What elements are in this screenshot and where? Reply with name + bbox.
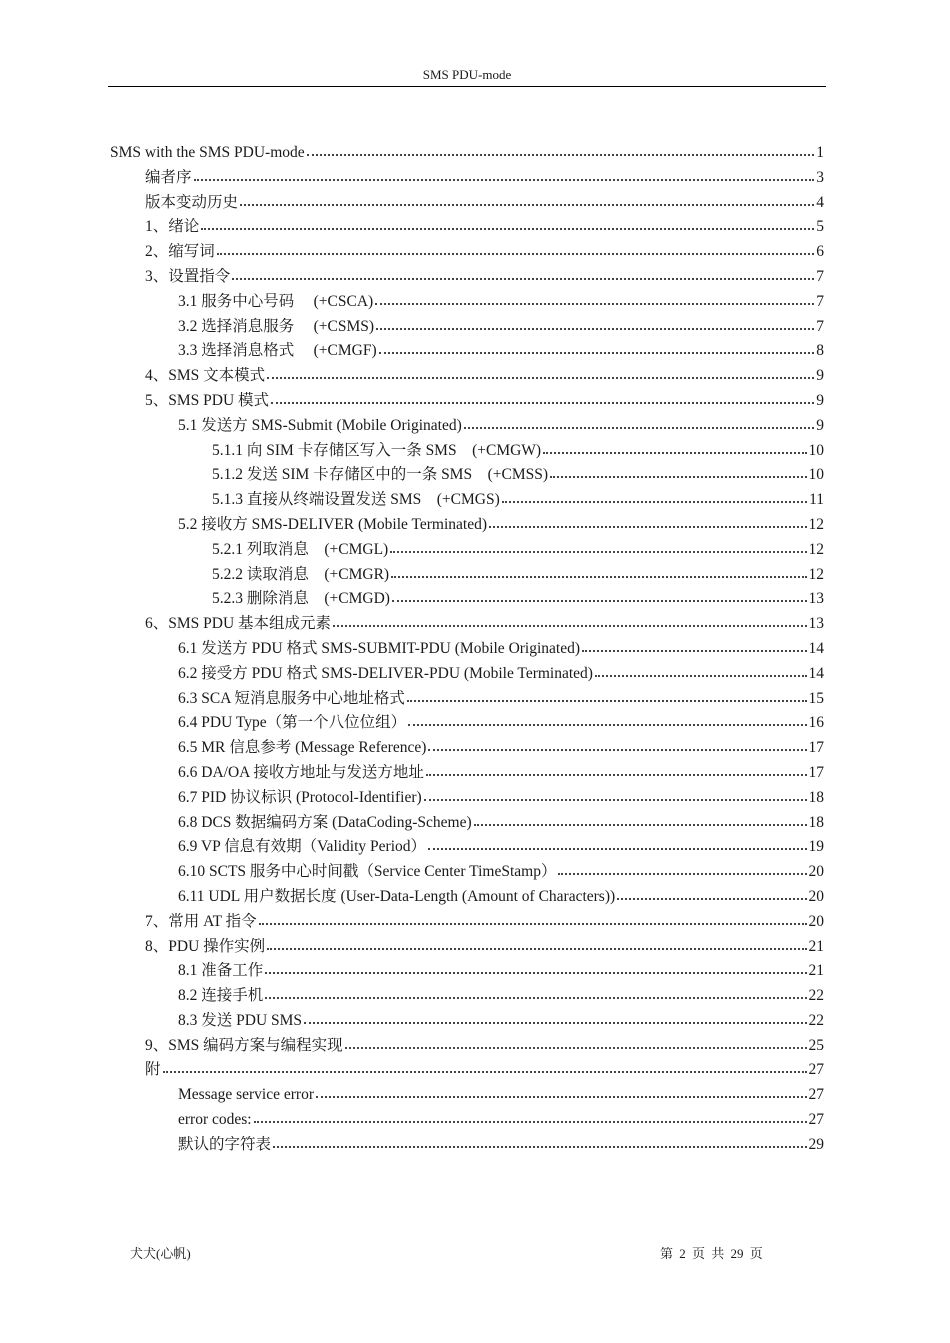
toc-entry[interactable] (110, 538, 824, 563)
toc-entry-title: 6、SMS PDU 基本组成元素 (145, 615, 332, 633)
toc-entry-page-number: 3 (816, 168, 824, 186)
toc-entry-title: 6.1 发送方 PDU 格式 SMS-SUBMIT-PDU (Mobile Originated) (178, 639, 581, 657)
toc-entry-page-number: 20 (808, 887, 824, 905)
toc-entry[interactable] (110, 811, 824, 836)
toc-dot-leader (345, 1036, 807, 1050)
toc-entry-title: 6.8 DCS 数据编码方案 (DataCoding-Scheme) (178, 813, 472, 831)
toc-entry-title: 6.3 SCA 短消息服务中心地址格式 (178, 689, 405, 707)
toc-entry[interactable] (110, 885, 824, 910)
toc-entry-title: 4、SMS 文本模式 (145, 367, 266, 385)
toc-entry-page-number: 12 (808, 515, 824, 533)
toc-entry-title: 8.1 准备工作 (178, 962, 264, 980)
toc-entry[interactable] (110, 563, 824, 588)
toc-dot-leader (392, 589, 807, 603)
toc-entry-page-number: 21 (808, 962, 824, 980)
toc-entry-title: 9、SMS 编码方案与编程实现 (145, 1036, 343, 1054)
toc-entry[interactable] (110, 637, 824, 662)
toc-entry[interactable] (110, 1058, 824, 1083)
toc-dot-leader (489, 515, 806, 529)
toc-entry-title: 6.9 VP 信息有效期（Validity Period） (178, 838, 427, 856)
toc-entry-title: 5.1.2 发送 SIM 卡存储区中的一条 SMS (+CMSS) (212, 466, 549, 484)
toc-dot-leader (333, 614, 806, 628)
toc-entry-page-number: 6 (816, 243, 824, 261)
toc-entry[interactable] (110, 315, 824, 340)
toc-dot-leader (375, 292, 814, 306)
toc-entry[interactable] (110, 240, 824, 265)
toc-entry-title: 3、设置指令 (145, 267, 231, 285)
toc-entry-title: 6.5 MR 信息参考 (Message Reference) (178, 739, 427, 757)
toc-dot-leader (217, 242, 814, 256)
toc-entry[interactable] (110, 786, 824, 811)
toc-entry-page-number: 15 (808, 689, 824, 707)
toc-entry-page-number: 12 (808, 540, 824, 558)
toc-entry[interactable] (110, 191, 824, 216)
toc-entry[interactable] (110, 860, 824, 885)
toc-entry-page-number: 19 (808, 838, 824, 856)
toc-entry-title: 6.2 接受方 PDU 格式 SMS-DELIVER-PDU (Mobile Terminated) (178, 664, 593, 682)
toc-entry-title: 5.2.3 删除消息 (+CMGD) (212, 590, 390, 608)
toc-dot-leader (391, 565, 806, 579)
toc-dot-leader (232, 267, 814, 281)
toc-entry[interactable] (110, 959, 824, 984)
toc-entry-title: 8、PDU 操作实例 (145, 937, 266, 955)
toc-entry-page-number: 27 (808, 1111, 824, 1129)
toc-entry[interactable] (110, 389, 824, 414)
toc-entry[interactable] (110, 215, 824, 240)
toc-entry[interactable] (110, 166, 824, 191)
toc-entry-title: 5.1.3 直接从终端设置发送 SMS (+CMGS) (212, 491, 500, 509)
toc-entry[interactable] (110, 1034, 824, 1059)
toc-entry-page-number: 20 (808, 912, 824, 930)
toc-entry[interactable] (110, 364, 824, 389)
toc-dot-leader (201, 217, 814, 231)
toc-entry-page-number: 7 (816, 267, 824, 285)
toc-entry-title: 版本变动历史 (145, 193, 239, 211)
toc-entry-title: SMS with the SMS PDU-mode (110, 144, 305, 161)
toc-dot-leader (254, 1110, 807, 1124)
toc-dot-leader (379, 341, 815, 355)
toc-dot-leader (259, 912, 807, 926)
toc-entry[interactable] (110, 414, 824, 439)
toc-dot-leader (267, 937, 806, 951)
toc-dot-leader (265, 986, 806, 1000)
toc-entry-title: 6.6 DA/OA 接收方地址与发送方地址 (178, 763, 424, 781)
toc-entry[interactable] (110, 662, 824, 687)
toc-entry-page-number: 21 (808, 937, 824, 955)
toc-entry[interactable] (110, 1133, 824, 1158)
toc-entry[interactable] (110, 339, 824, 364)
toc-entry[interactable] (110, 835, 824, 860)
toc-entry-title: 5.1.1 向 SIM 卡存储区写入一条 SMS (+CMGW) (212, 441, 542, 459)
toc-dot-leader (163, 1060, 807, 1074)
toc-entry-title: 6.7 PID 协议标识 (Protocol-Identifier) (178, 788, 422, 806)
footer-author: 犬犬(心帆) (130, 1246, 191, 1261)
toc-entry[interactable] (110, 910, 824, 935)
toc-dot-leader (595, 664, 807, 678)
toc-entry[interactable] (110, 1108, 824, 1133)
toc-dot-leader (316, 1085, 807, 1099)
toc-entry-page-number: 4 (816, 193, 824, 211)
header-title: SMS PDU-mode (422, 67, 512, 82)
toc-entry[interactable] (110, 488, 824, 513)
toc-entry-title: error codes: (178, 1111, 252, 1129)
toc-entry-title: 5.2.2 读取消息 (+CMGR) (212, 565, 390, 583)
page-header (108, 66, 826, 87)
toc-entry[interactable] (110, 736, 824, 761)
toc-dot-leader (543, 441, 806, 455)
toc-dot-leader (273, 1135, 806, 1149)
toc-entry-page-number: 10 (808, 466, 824, 484)
toc-entry-page-number: 13 (808, 590, 824, 608)
toc-entry-page-number: 5 (816, 218, 824, 236)
toc-entry-page-number: 12 (808, 565, 824, 583)
toc-dot-leader (428, 738, 806, 752)
toc-entry-page-number: 7 (816, 317, 824, 335)
toc-entry-page-number: 14 (808, 664, 824, 682)
toc-entry-page-number: 27 (808, 1061, 824, 1079)
toc-dot-leader (582, 639, 806, 653)
toc-entry-title: 1、绪论 (145, 218, 200, 236)
toc-entry-page-number: 17 (808, 739, 824, 757)
toc-dot-leader (267, 366, 814, 380)
toc-dot-leader (307, 143, 815, 157)
toc-dot-leader (426, 763, 807, 777)
toc-entry[interactable] (110, 463, 824, 488)
toc-dot-leader (424, 788, 807, 802)
toc-dot-leader (194, 168, 815, 182)
toc-dot-leader (464, 416, 815, 430)
toc-entry-page-number: 27 (808, 1086, 824, 1104)
toc-dot-leader (408, 713, 806, 727)
toc-entry-title: 6.11 UDL 用户数据长度 (User-Data-Length (Amount of Characters)) (178, 887, 616, 905)
toc-dot-leader (617, 887, 806, 901)
toc-entry[interactable] (110, 935, 824, 960)
footer-page-info: 第 2 页 共 29 页 (660, 1246, 763, 1261)
toc-dot-leader (271, 391, 814, 405)
toc-entry-page-number: 9 (816, 416, 824, 434)
toc-entry-page-number: 20 (808, 863, 824, 881)
toc-dot-leader (474, 813, 807, 827)
table-of-contents (110, 141, 824, 1158)
toc-entry[interactable] (110, 761, 824, 786)
toc-entry-page-number: 13 (808, 615, 824, 633)
toc-entry[interactable] (110, 513, 824, 538)
toc-entry-page-number: 18 (808, 788, 824, 806)
toc-entry-title: 5.2 接收方 SMS-DELIVER (Mobile Terminated) (178, 515, 488, 533)
toc-dot-leader (390, 540, 806, 554)
toc-entry-page-number: 25 (808, 1036, 824, 1054)
toc-entry-page-number: 9 (816, 367, 824, 385)
toc-entry-title: 3.3 选择消息格式 (+CMGF) (178, 342, 377, 360)
toc-entry[interactable] (110, 1009, 824, 1034)
toc-entry-page-number: 10 (808, 441, 824, 459)
toc-entry[interactable] (110, 711, 824, 736)
toc-dot-leader (428, 837, 806, 851)
toc-entry-title: 6.10 SCTS 服务中心时间戳（Service Center TimeStamp） (178, 863, 557, 881)
toc-entry[interactable] (110, 141, 824, 166)
toc-entry[interactable] (110, 587, 824, 612)
toc-entry[interactable] (110, 290, 824, 315)
toc-dot-leader (502, 490, 807, 504)
toc-entry[interactable] (110, 265, 824, 290)
toc-entry[interactable] (110, 984, 824, 1009)
toc-entry-title: 附 (145, 1061, 161, 1079)
toc-entry-title: 编者序 (145, 168, 192, 186)
toc-entry-title: 8.3 发送 PDU SMS (178, 1011, 303, 1029)
toc-entry-title: 3.1 服务中心号码 (+CSCA) (178, 292, 374, 310)
toc-dot-leader (265, 961, 806, 975)
toc-dot-leader (558, 862, 806, 876)
toc-entry-title: 7、常用 AT 指令 (145, 912, 257, 930)
toc-entry-title: 3.2 选择消息服务 (+CSMS) (178, 317, 375, 335)
toc-entry-page-number: 22 (808, 1011, 824, 1029)
toc-entry-page-number: 9 (816, 391, 824, 409)
toc-dot-leader (304, 1011, 806, 1025)
toc-entry-title: 5.1 发送方 SMS-Submit (Mobile Originated) (178, 416, 462, 434)
toc-entry-page-number: 1 (816, 144, 824, 161)
toc-entry-page-number: 29 (808, 1135, 824, 1153)
toc-entry-page-number: 8 (816, 342, 824, 360)
toc-entry[interactable] (110, 1083, 824, 1108)
toc-dot-leader (240, 193, 814, 207)
toc-entry-title: 6.4 PDU Type（第一个八位位组） (178, 714, 407, 732)
toc-dot-leader (550, 465, 806, 479)
toc-entry-title: 5.2.1 列取消息 (+CMGL) (212, 540, 389, 558)
toc-entry-page-number: 18 (808, 813, 824, 831)
toc-entry-page-number: 11 (809, 491, 824, 509)
toc-entry-title: 8.2 连接手机 (178, 987, 264, 1005)
toc-entry-page-number: 17 (808, 763, 824, 781)
toc-entry-title: 2、缩写词 (145, 243, 215, 261)
toc-entry-page-number: 22 (808, 987, 824, 1005)
toc-entry-title: 默认的字符表 (178, 1135, 272, 1153)
toc-entry[interactable] (110, 687, 824, 712)
toc-entry[interactable] (110, 439, 824, 464)
toc-dot-leader (376, 317, 814, 331)
toc-entry[interactable] (110, 612, 824, 637)
toc-entry-title: 5、SMS PDU 模式 (145, 391, 270, 409)
toc-entry-title: Message service error (178, 1086, 314, 1104)
toc-entry-page-number: 16 (808, 714, 824, 732)
toc-entry-page-number: 7 (816, 292, 824, 310)
toc-entry-page-number: 14 (808, 639, 824, 657)
toc-dot-leader (407, 689, 807, 703)
